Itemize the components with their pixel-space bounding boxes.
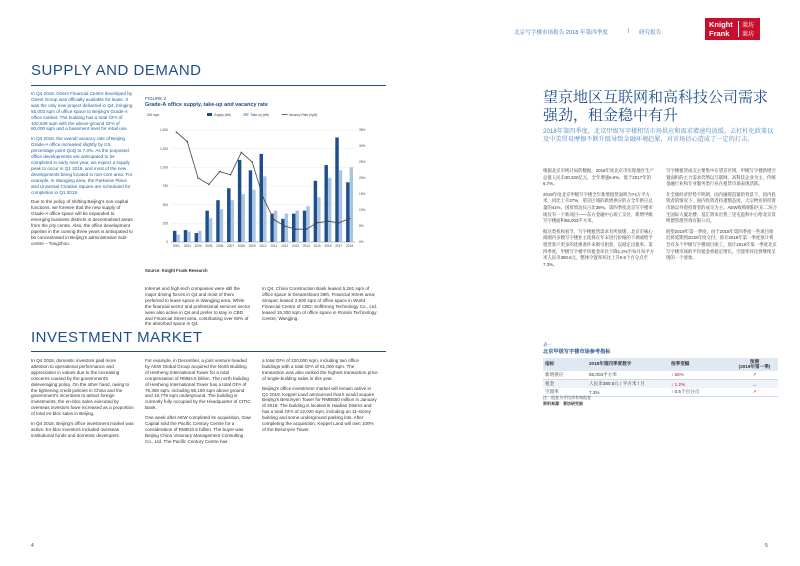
y-left-tick-label: 250 [162, 221, 168, 226]
x-tick-label: 2014 [302, 244, 310, 248]
supply-bar [227, 188, 230, 242]
market-heading-line-1: 望京地区互联网和高科技公司需求 [543, 89, 769, 106]
indicator-table [543, 358, 778, 397]
legend-swatch [207, 113, 212, 116]
chart-legend [207, 113, 317, 117]
investment-heading: INVESTMENT MARKET [31, 329, 203, 346]
investment-paragraph: One week after AEW completed its acquisition, Gaw Capital sold the Pacific Century Centre for a consideration of RMB10.5 billion. The buyer was Beijing China Visionary Management Consulting Co., Ltd. The Pacific Century Centre has [145, 415, 251, 444]
indicator-cell: 租金 [545, 381, 555, 387]
y-right-tick-label: 5% [359, 224, 364, 229]
table-title: 北京甲级写字楼市场参考指标 [543, 349, 611, 355]
takeup-bar [220, 209, 223, 242]
market-paragraph: 2018年度北京甲级写字楼全年新增租赁面积为74万平方米，同比上升27%，望京区域的新增供应的占全年供应总量的41%，国贸周边仅占比38%。第四季度北京写字楼市场仅有一个新项目——东方金融中心竣工交付，新增甲级写字楼面积55,003平方米。 [543, 191, 653, 224]
vacancy-rate-point [273, 219, 275, 221]
chart-unit-label: 000 sqm [147, 113, 160, 117]
takeup-bar [339, 170, 342, 242]
legend-swatch [243, 113, 248, 116]
supply-paragraph: In Q4 2018, the overall vacancy rate of Beijing Grade-A office increased slightly by 0.5 percentage point QoQ to 7.3%. As the purposed office developments are anticipated to be completed in early next year, we expect a supply peak to occur in Q1 2019, and most of the new developments being located in non-core area. For example, in Wangjing area, the Parkview Place and Universal Creative Square are scheduled for completion in Q1 2019. [31, 136, 133, 195]
vacancy-rate-point [305, 228, 307, 230]
y-right-tick-label: 25% [359, 160, 366, 165]
supply-bar [205, 211, 208, 242]
report-title: 北京写字楼市场报告 2018 年第四季度 [514, 30, 608, 36]
table-header-cell: 2018年第四季度数字 [589, 361, 632, 367]
supply-bar [346, 182, 349, 242]
vacancy-rate-point [208, 184, 210, 186]
chart-y-left-axis [160, 128, 168, 244]
y-left-tick-label: 500 [162, 202, 168, 207]
takeup-bar [252, 190, 255, 242]
forecast-header: 预测 [749, 359, 760, 364]
forecast-cell: ↗ [752, 389, 757, 395]
y-right-tick-label: 10% [359, 208, 366, 213]
y-right-tick-label: 30% [359, 144, 366, 149]
change-cell: ↑ 0.5个百分点 [671, 389, 700, 395]
supply-demand-heading: SUPPLY AND DEMAND [31, 62, 202, 79]
x-tick-label: 2013 [291, 244, 300, 248]
investment-paragraph: For example, in December, a joint venture headed by AEW Global Group acquired the North Building of Hesheng International Tower for a total compensation of RMB4.5 billion. The north building of Hesheng International Tower has a total GFA of 75,350 sqm, including 56,160 sqm above ground and 19,779 sqm underground. The building is currently fully occupied by the Headquarter of CITIC Bank. [145, 358, 251, 411]
y-left-tick-label: 1,500 [160, 128, 168, 133]
takeup-bar [241, 194, 244, 242]
supply-takeup-vacancy-chart [143, 110, 388, 260]
y-left-tick-label: 750 [162, 184, 168, 189]
table-row [543, 380, 778, 389]
supply-column-1 [31, 91, 134, 247]
x-tick-label: 2005 [205, 244, 213, 248]
x-tick-label: 2003 [183, 244, 191, 248]
vacancy-rate-point [197, 177, 199, 179]
x-tick-label: 2006 [216, 244, 224, 248]
y-left-tick-label: 1,000 [160, 165, 168, 170]
market-subheading: 2018年第四季度，北京甲级写字楼租赁市场供应和需求增速均放缓。去杠杆化政策以及中美贸易摩擦不断升级导致金融环境趋紧，对市场信心造成了一定的打击。 [543, 128, 774, 144]
change-cell: ↓ 66% [671, 372, 684, 378]
table-header-cell: 按季变幅 [671, 361, 690, 367]
table-note: 注：租金为平均净有效租金 [543, 395, 591, 400]
takeup-bar [295, 211, 298, 242]
vacancy-rate-point [176, 131, 178, 133]
vacancy-rate-point [295, 228, 297, 230]
figure-label: FIGURE 2 [145, 96, 167, 101]
x-tick-label: 2007 [226, 244, 235, 248]
takeup-bar [231, 200, 234, 242]
takeup-bar [209, 218, 212, 242]
supply-column-3-text: In Q4, China Construction Bank leased 5,261 sqm of office space in Dreamsfount 39th, Financial Street area; Sinopec leased 2,500 sqm of office space in World Financial Centre of CBD; Softbrong Technology Co., Ltd. leased 15,300 sqm of office space in Ronsin Technology Centre, Wangjing. [262, 286, 378, 321]
table-header-cell: 指标 [545, 361, 555, 367]
header-separator: | [628, 28, 630, 34]
supply-bar [281, 219, 284, 242]
takeup-bar [274, 211, 277, 242]
y-right-tick-label: 0% [359, 240, 364, 245]
x-tick-label: 2015 [313, 244, 321, 248]
legend-label: Supply (left) [214, 113, 232, 117]
takeup-bar [306, 206, 309, 242]
vacancy-rate-point [338, 222, 340, 224]
supply-bar [314, 181, 317, 242]
forecast-period-header: (2019年第一季) [738, 364, 771, 370]
investment-paragraph: Beijing's office investment market will remain active in Q1 2019. Keppel Land announced that it would acquire Beijing's Besunyen Tower for RMB550 million in January of 2019. The building is located in Haidian District and has a total GFA of 12,020 sqm, including an 11-storey building and some underground parking lots. After completing the acquisition, Keppel Land will own 100% of the Besunyen Tower. [262, 385, 377, 432]
investment-paragraph: a total GFA of 220,000 sqm, including two office buildings with a total GFA of 61,000 sqm. The transaction was also ranked the highest transaction price of single-building sales in this year. [262, 358, 378, 381]
x-tick-label: 2008 [237, 244, 245, 248]
table-source: 资料来源：莱坊研究部 [543, 401, 583, 406]
logo-text-cn-2: 莱坊 [742, 32, 755, 38]
x-tick-label: 2010 [259, 244, 267, 248]
logo-text-cn-1: 莱坊 [742, 23, 755, 29]
x-tick-label: 2009 [248, 244, 256, 248]
x-tick-label: 2001 [172, 244, 180, 248]
indicator-cell: 新增供应 [545, 371, 564, 377]
x-tick-label: 2017 [335, 244, 343, 248]
takeup-bar [350, 167, 353, 242]
supply-paragraph: In Q4 2018, Orient Financial Centre developed by Orient Group was officially available for lease. It was the only new project delivered in Q4, bringing 55,003 sqm of office space to Beijing's Grade-A office market. The building has a total GFA of 100,649 sqm with the above-ground GFA of 60,000 sqm and a basement level for retail use. [31, 91, 133, 132]
supply-bar [292, 214, 295, 242]
market-paragraph: 展望2019年第一季度，由于2018年第四季度一些项目推迟将延期到2019年度交付，预计2019年第一季度预计将会有多个甲级写字楼项目竣工，预计2019年第一季度北京写字楼市场的平均租金将稳定增长，空置率环比将继续呈现的一个迹象。 [666, 228, 777, 261]
investment-heading-rule [31, 351, 386, 352]
vacancy-rate-point [316, 222, 318, 224]
supply-bar [303, 211, 306, 242]
table-header-cell [731, 358, 778, 371]
indicator-cell: 空置率 [545, 389, 559, 395]
y-right-tick-label: 15% [359, 192, 366, 197]
vacancy-rate-point [241, 152, 243, 154]
x-tick-label: 2016 [324, 244, 332, 248]
table-row [543, 371, 778, 380]
y-right-tick-label: 20% [359, 176, 366, 181]
x-tick-label: 2018 [346, 244, 354, 248]
market-heading-line-2: 强劲，租金稳中有升 [543, 107, 679, 124]
vacancy-rate-point [219, 171, 221, 173]
vacancy-rate-point [186, 141, 188, 143]
chart-bars [173, 137, 353, 242]
vacancy-rate-point [284, 225, 286, 227]
vacancy-rate-point [327, 220, 329, 222]
supply-bar [216, 200, 219, 242]
logo-divider [738, 21, 739, 37]
change-cell: ↓ 1.2% [671, 381, 686, 387]
takeup-bar [285, 214, 288, 242]
supply-bar [260, 154, 263, 242]
report-section: 研究报告 [639, 30, 662, 36]
forecast-cell: ↗ [752, 371, 757, 377]
investment-paragraph: In Q4 2018, Beijing's office investment market was active. En-bloc investors included overseas institutional funds and domestic developers. [31, 421, 134, 438]
value-cell: 人民币380.6元 / 平方米 / 月 [589, 381, 645, 387]
supply-bar [249, 170, 252, 242]
supply-bar [335, 137, 338, 242]
vacancy-rate-point [349, 218, 351, 220]
value-cell: 55,003平方米 [589, 371, 617, 377]
page-number-right: 5 [765, 543, 768, 549]
takeup-bar [198, 231, 201, 242]
market-column-2 [666, 168, 777, 262]
supply-bar [184, 230, 187, 242]
chart-x-axis [173, 244, 353, 248]
legend-label: Vacancy Rate (right) [288, 113, 318, 117]
market-column-1 [543, 168, 654, 268]
knight-frank-logo [705, 18, 760, 40]
market-paragraph: 在全球经济形势不明朗，国内融资趋紧的背景下，国内投资者的情况下，国内投资者持谨慎态度，大宗物业的投资市场以外资投资者的成交为主。AEW收购朝阳区东二环合生国际大厦北楼；基汇资本出售三里屯盈科中心给北京景明德管理咨询有限公司。 [666, 191, 777, 224]
supply-bar [173, 231, 176, 242]
figure-source: Source: Knight Frank Research [145, 268, 208, 273]
x-tick-label: 2012 [281, 244, 289, 248]
chart-y-right-axis [359, 128, 366, 244]
vacancy-rate-point [251, 161, 253, 163]
logo-text-en-2: Frank [709, 29, 730, 38]
investment-column-1 [31, 358, 134, 439]
takeup-bar [328, 178, 331, 242]
y-left-tick-label: 1,250 [160, 146, 168, 151]
supply-heading-rule [31, 85, 386, 86]
market-paragraph: 根据北京市统计局的数据，2018年度北京市实现地区生产总值人民币30,320亿元，全年增速6.6%，低于2017年的6.7%。 [543, 168, 654, 187]
market-indicator-table [543, 358, 778, 397]
value-cell: 7.3% [589, 389, 600, 395]
market-paragraph: 据这类机构看节，写字楼租售需求有所放缓，北京市核心商圈内多数写字楼业主选择在年末进行价格的下调或给予租赁客户更多的优惠条件来吸引租客，以稳定出租率。第四季度，甲级写字楼平均租金环比下降1.2%至每月每平方米人民币380.6元，整体空置率环比上升0.5个百分点至7.3%。 [543, 228, 654, 267]
takeup-bar [176, 235, 179, 242]
takeup-bar [187, 232, 190, 242]
table-header-row [543, 358, 778, 371]
vacancy-rate-point [230, 174, 232, 176]
takeup-bar [317, 197, 320, 242]
supply-bar [324, 165, 327, 242]
supply-bar [195, 233, 198, 242]
investment-paragraph: In Q4 2018, domestic investors paid more attention to operational performance and appreciation in values due to the increasing concerns caused by the government's deleveraging policy. On the other hand, owing to the tightening credit policies in China and the government's incentives to attract foreign investments, the en-bloc sales executed by overseas investors have increased as a proportion of total en-bloc sales in Beijing. [31, 358, 134, 417]
legend-label: Take-up (left) [250, 113, 270, 117]
logo-text-en-1: Knight [709, 20, 733, 29]
page-number-left: 4 [31, 543, 34, 549]
x-tick-label: 2011 [270, 244, 278, 248]
investment-column-2 [145, 358, 251, 445]
takeup-bar [263, 176, 266, 242]
forecast-cell: ↔ [752, 381, 757, 387]
vacancy-rate-point [262, 196, 264, 198]
market-paragraph: 写字楼租赁成交主要集中在望京区域，甲级写字楼新增空置面积的主力需求仍然以互联网、高科技企业为主，传统金融行业和专业服务类行业在租赁市场表现活跃。 [666, 168, 776, 187]
supply-paragraph: Due to the policy of shifting Beijing's non-capital functions, we foresee that the new supply of Grade-A office space will be expanded to emerging business districts in decentralised areas from the city centre. Also, the office development pipeline in the coming three years is anticipated to be concentrated in Beijing's administrative Sub-centre – Tongzhou. [31, 199, 133, 246]
table-label: 表一 [543, 342, 552, 347]
supply-bar [238, 160, 241, 242]
y-left-tick-label: 0 [166, 240, 168, 245]
figure-title: Grade-A office supply, take-up and vacancy rate [145, 102, 268, 108]
investment-column-3 [262, 358, 378, 433]
supply-column-2-text: Internet and high-tech companies were still the major driving forces in Q4 and most of them preferred to lease space in Wangjing area. While the financial sector and professional services sector were also active in Q4 and prefer to stay in CBD and Financial Street area, contributing over 60% of the absorbed space in Q4. [145, 286, 251, 327]
y-right-tick-label: 35% [359, 128, 366, 133]
x-tick-label: 2004 [194, 244, 202, 248]
